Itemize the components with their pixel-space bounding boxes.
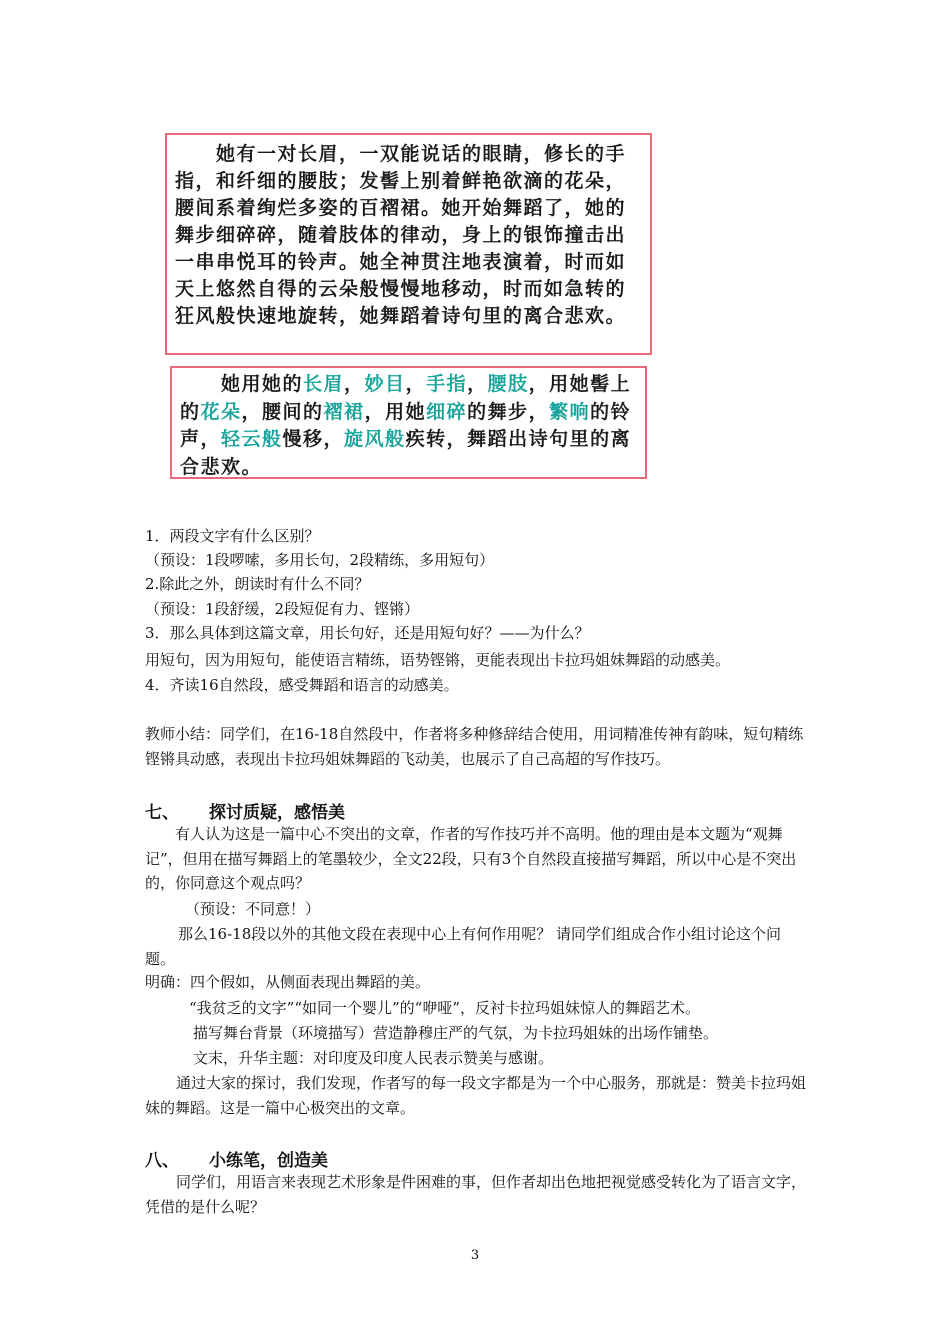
section-7-paragraph-3: 那么16-18段以外的其他文段在表现中心上有何作用呢？ 请同学们组成合作小组讨论这个问题。 [145, 925, 782, 968]
passage-segment: ，腰间的 [241, 400, 324, 423]
highlighted-word: 褶裙 [323, 400, 365, 423]
highlighted-word: 妙目 [364, 373, 406, 395]
section-7-number: 七、 [145, 803, 179, 823]
question-4: 4．齐读16自然段，感受舞蹈和语言的动感美。 [145, 676, 459, 694]
teacher-summary: 教师小结：同学们，在16-18自然段中，作者将多种修辞结合使用，用词精准传神有韵味，短句精练铿锵具动感，表现出卡拉玛姐妹舞蹈的飞动美，也展示了自己高超的写作技巧。 [145, 725, 804, 768]
passage-segment: 疾转，舞蹈出诗句里的离合悲欢。 [180, 428, 632, 478]
passage-segment: 的铃声， [180, 400, 632, 450]
original-passage-box [165, 133, 652, 355]
question-1: 1．两段文字有什么区别？ [145, 527, 320, 545]
section-8-title: 小练笔，创造美 [209, 1151, 328, 1171]
highlighted-word: 腰肢 [487, 373, 529, 395]
section-7-point-3: 文末，升华主题：对印度及印度人民表示赞美与感谢。 [193, 1049, 554, 1067]
highlighted-word: 手指 [426, 373, 468, 395]
page-number: 3 [470, 1248, 480, 1263]
section-8-heading [145, 1146, 328, 1171]
answer-1: （预设：1段啰嗦，多用长句，2段精练，多用短句） [145, 551, 495, 569]
highlighted-word: 长眉 [303, 373, 345, 395]
original-passage-text: 她有一对长眉，一双能说话的眼睛，修长的手指，和纤细的腰肢；发髻上别着鲜艳欲滴的花朵，腰间系着绚烂多姿的百褶裙。她开始舞蹈了，她的舞步细碎碎，随着肢体的律动，身上的银饰撞击出一串串悦耳的铃声。她全神贯注地表演着，时而如天上悠然自得的云朵般慢慢地移动，时而如急转的狂风般快速地旋转，她舞蹈着诗句里的离合悲欢。 [175, 143, 627, 327]
passage-segment: ，用她 [364, 400, 427, 423]
highlighted-word: 花朵 [200, 400, 242, 423]
highlighted-word: 轻云般 [221, 428, 283, 450]
section-7-title: 探讨质疑，感悟美 [209, 803, 345, 823]
section-7-point-2: 描写舞台背景（环境描写）营造静穆庄严的气氛，为卡拉玛姐妹的出场作铺垫。 [193, 1024, 719, 1042]
section-7-paragraph-1: 有人认为这是一篇中心不突出的文章，作者的写作技巧并不高明。他的理由是本文题为“观舞记”，但用在描写舞蹈上的笔墨较少，全文22段，只有3个自然段直接描写舞蹈，所以中心是不突出的，你同意这个观点吗？ [145, 825, 797, 892]
passage-segment: 慢移， [282, 428, 345, 450]
section-7-clarify: 明确：四个假如，从侧面表现出舞蹈的美。 [145, 973, 431, 991]
answer-3: 用短句，因为用短句，能使语言精练，语势铿锵，更能表现出卡拉玛姐妹舞蹈的动感美。 [145, 651, 731, 669]
condensed-passage-box [170, 366, 647, 479]
passage-segment: 的舞步， [467, 400, 550, 423]
section-7-heading [145, 798, 345, 823]
passage-segment: ， [344, 373, 365, 395]
passage-segment: 她用她的 [180, 373, 304, 395]
highlighted-word: 繁响 [549, 400, 591, 423]
section-7-conclusion: 通过大家的探讨，我们发现，作者写的每一段文字都是为一个中心服务，那就是：赞美卡拉玛姐妹的舞蹈。这是一篇中心极突出的文章。 [145, 1074, 807, 1117]
question-2: 2.除此之外，朗读时有什么不同？ [145, 575, 370, 593]
highlighted-word: 旋风般 [344, 428, 406, 450]
section-7-point-1: “我贫乏的文字”“如同一个婴儿”的“咿哑”，反衬卡拉玛姐妹惊人的舞蹈艺术。 [189, 999, 701, 1017]
section-8-paragraph-1: 同学们，用语言来表现艺术形象是件困难的事，但作者却出色地把视觉感受转化为了语言文字，凭借的是什么呢？ [145, 1173, 807, 1216]
section-7-preset: （预设：不同意！） [185, 900, 321, 918]
question-3: 3．那么具体到这篇文章，用长句好，还是用短句好？——为什么？ [145, 624, 590, 642]
highlighted-word: 细碎 [426, 400, 468, 423]
answer-2: （预设：1段舒缓，2段短促有力、铿锵） [145, 600, 420, 618]
passage-segment: ， [467, 373, 488, 395]
passage-segment: ， [405, 373, 427, 395]
passage-segment: ，用她髻上的 [180, 373, 632, 423]
section-8-number: 八、 [145, 1151, 179, 1171]
